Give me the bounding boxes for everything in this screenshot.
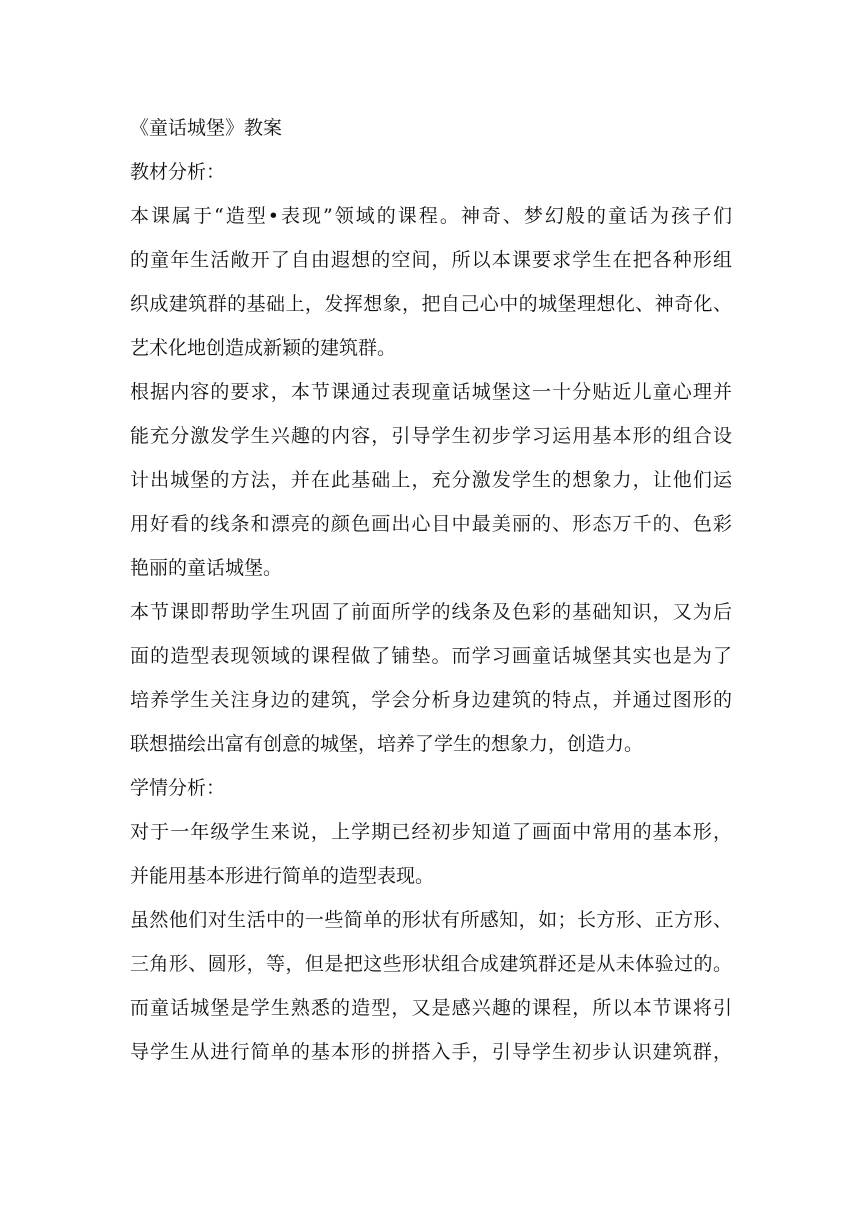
paragraph-line: 联想描绘出富有创意的城堡，培养了学生的想象力，创造力。 <box>130 733 644 755</box>
paragraph-line: 并能用基本形进行简单的造型表现。 <box>130 865 435 887</box>
paragraph-line: 培养学生关注身边的建筑，学会分析身边建筑的特点，并通过图形的 <box>130 689 732 711</box>
section-heading-textbook-analysis: 教材分析： <box>130 161 226 183</box>
paragraph-line: 根据内容的要求，本节课通过表现童话城堡这一十分贴近儿童心理并 <box>130 381 732 403</box>
paragraph-line: 三角形、圆形，等，但是把这些形状组合成建筑群还是从未体验过的。 <box>130 953 732 975</box>
paragraph-line: 对于一年级学生来说，上学期已经初步知道了画面中常用的基本形， <box>130 821 732 843</box>
paragraph-line: 艺术化地创造成新颖的建筑群。 <box>130 337 397 359</box>
paragraph-line: 本课属于“造型•表现”领域的课程。神奇、梦幻般的童话为孩子们 <box>130 205 732 227</box>
paragraph-line: 能充分激发学生兴趣的内容，引导学生初步学习运用基本形的组合设 <box>130 425 732 447</box>
paragraph-line: 艳丽的童话城堡。 <box>130 557 283 579</box>
paragraph-line: 面的造型表现领域的课程做了铺垫。而学习画童话城堡其实也是为了 <box>130 645 732 667</box>
document-page <box>130 106 732 1074</box>
paragraph-line: 本节课即帮助学生巩固了前面所学的线条及色彩的基础知识，又为后 <box>130 601 732 623</box>
paragraph-line: 用好看的线条和漂亮的颜色画出心目中最美丽的、形态万千的、色彩 <box>130 513 732 535</box>
paragraph-line: 的童年生活敞开了自由遐想的空间，所以本课要求学生在把各种形组 <box>130 249 732 271</box>
section-heading-student-analysis: 学情分析： <box>130 777 226 799</box>
paragraph-line: 计出城堡的方法，并在此基础上，充分激发学生的想象力，让他们运 <box>130 469 732 491</box>
paragraph-line: 虽然他们对生活中的一些简单的形状有所感知，如；长方形、正方形、 <box>130 909 732 931</box>
paragraph-line: 导学生从进行简单的基本形的拼搭入手，引导学生初步认识建筑群， <box>130 1041 732 1063</box>
paragraph-line: 织成建筑群的基础上，发挥想象，把自己心中的城堡理想化、神奇化、 <box>130 293 732 315</box>
paragraph-line: 而童话城堡是学生熟悉的造型，又是感兴趣的课程，所以本节课将引 <box>130 997 732 1019</box>
document-title: 《童话城堡》教案 <box>130 117 283 139</box>
